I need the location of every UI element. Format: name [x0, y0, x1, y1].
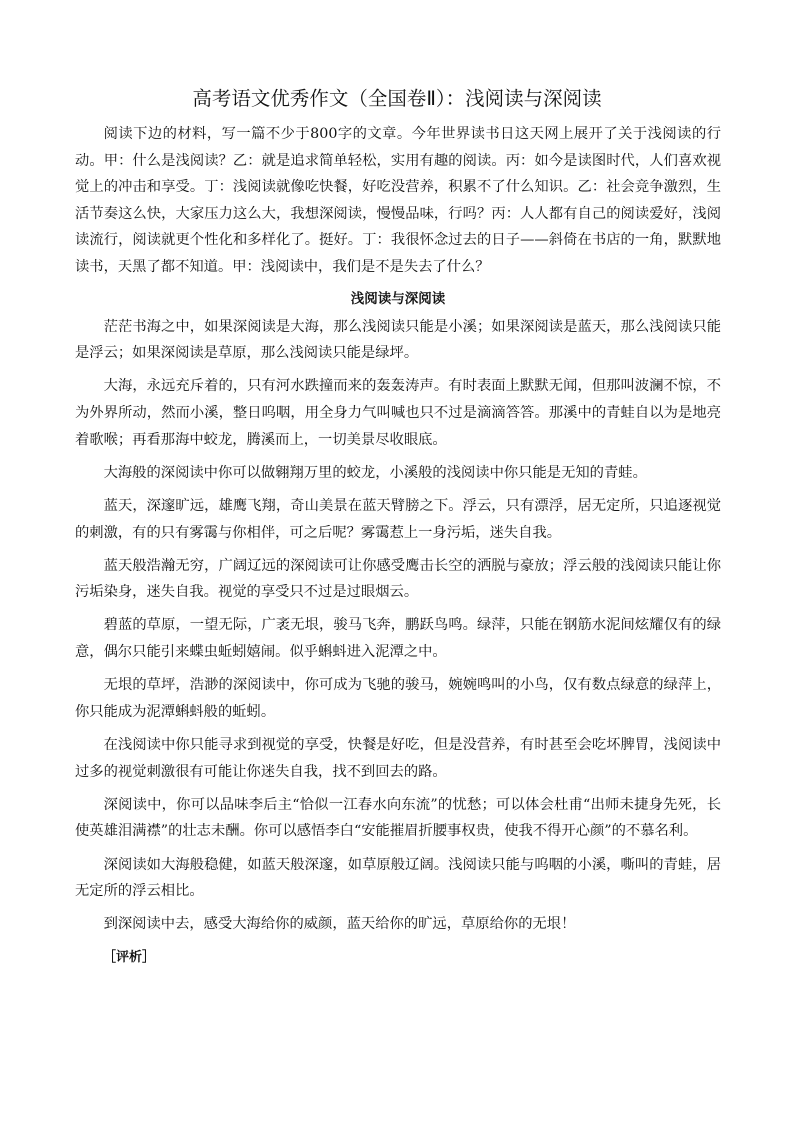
essay-paragraph: 大海般的深阅读中你可以做翱翔万里的蛟龙，小溪般的浅阅读中你只能是无知的青蛙。: [103, 464, 647, 481]
essay-body: [75, 314, 721, 938]
document-content: [75, 121, 721, 971]
essay-title: 浅阅读与深阅读: [350, 290, 446, 307]
essay-paragraph: 碧蓝的草原，一望无际，广袤无垠，骏马飞奔，鹏跃鸟鸣。绿萍，只能在钢筋水泥间炫耀仅有的绿意，偶尔只能引来蝶虫蚯蚓嬉闹。似乎蝌蚪进入泥潭之中。: [75, 617, 721, 661]
prompt-paragraph: 阅读下边的材料，写一篇不少于800字的文章。今年世界读书日这天网上展开了关于浅阅读的行动。甲：什么是浅阅读？乙：就是追求简单轻松，实用有趣的阅读。丙：如今是读图时代，人们喜欢视觉上的冲击和享受。丁：浅阅读就像吃快餐，好吃没营养，积累不了什么知识。乙：社会竞争激烈，生活节奏这么快，大家压力这么大，我想深阅读，慢慢品味，行吗？丙：人人都有自己的阅读爱好，浅阅读流行，阅读就更个性化和多样化了。挺好。丁：我很怀念过去的日子——斜倚在书店的一角，默默地读书，天黑了都不知道。甲：浅阅读中，我们是不是失去了什么？: [75, 126, 721, 275]
essay-paragraph: 蓝天般浩瀚无穷，广阔辽远的深阅读可让你感受鹰击长空的洒脱与豪放；浮云般的浅阅读只能让你污垢染身，迷失自我。视觉的享受只不过是过眼烟云。: [75, 557, 721, 601]
essay-paragraph: 深阅读如大海般稳健，如蓝天般深邃，如草原般辽阔。浅阅读只能与呜咽的小溪，嘶叫的青蛙，居无定所的浮云相比。: [75, 856, 721, 900]
essay-paragraph: 茫茫书海之中，如果深阅读是大海，那么浅阅读只能是小溪；如果深阅读是蓝天，那么浅阅读只能是浮云；如果深阅读是草原，那么浅阅读只能是绿坪。: [75, 318, 721, 362]
essay-paragraph: 无垠的草坪，浩渺的深阅读中，你可成为飞驰的骏马，婉婉鸣叫的小鸟，仅有数点绿意的绿萍上，你只能成为泥潭蝌蚪般的蚯蚓。: [75, 677, 721, 720]
essay-paragraph: 蓝天，深邃旷远，雄鹰飞翔，奇山美景在蓝天臂膀之下。浮云，只有漂浮，居无定所，只追逐视觉的刺激，有的只有雾霭与你相伴，可之后呢？雾霭惹上一身污垢，迷失自我。: [75, 497, 721, 541]
essay-paragraph: 在浅阅读中你只能寻求到视觉的享受，快餐是好吃，但是没营养，有时甚至会吃坏脾胃，浅阅读中过多的视觉刺激很有可能让你迷失自我，找不到回去的路。: [75, 737, 721, 780]
essay-paragraph: 深阅读中，你可以品味李后主“恰似一江春水向东流”的忧愁；可以体会杜甫“出师未捷身先死，长使英雄泪满襟”的壮志未酬。你可以感悟李白“安能摧眉折腰事权贵，使我不得开心颜”的不慕名利。: [75, 796, 721, 840]
essay-paragraph: 到深阅读中去，感受大海给你的威颜，蓝天给你的旷远，草原给你的无垠！: [103, 916, 576, 933]
document-title: 高考语文优秀作文（全国卷Ⅱ）：浅阅读与深阅读: [192, 87, 602, 110]
commentary-label: ［评析］: [103, 949, 156, 965]
essay-paragraph: 大海，永远充斥着的，只有河水跌撞而来的轰轰涛声。有时表面上默默无闻，但那叫波澜不惊，不为外界所动，然而小溪，整日呜咽，用全身力气叫喊也只不过是滴滴答答。那溪中的青蛙自以为是地亮着歌喉；再看那海中蛟龙，腾溪而上，一切美景尽收眼底。: [75, 378, 721, 448]
